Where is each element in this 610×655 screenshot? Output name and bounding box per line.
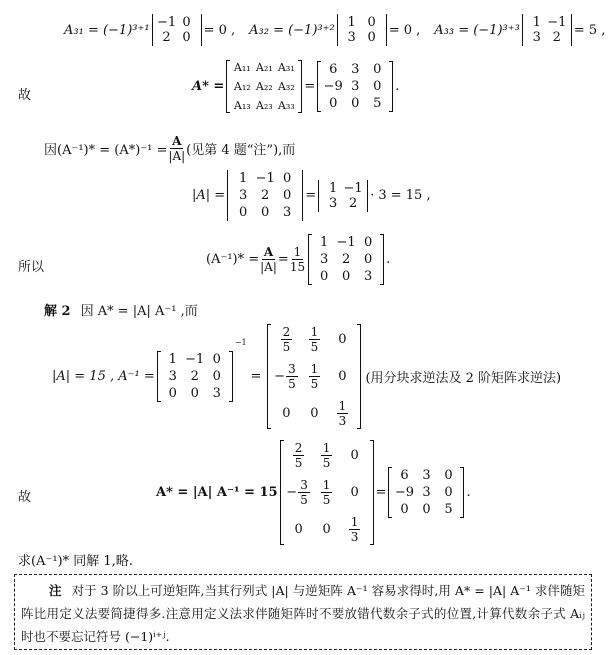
cell: 0: [367, 30, 376, 45]
a32-lhs: A₃₂ = (−1)³⁺²: [249, 22, 335, 38]
cell: 0: [322, 522, 331, 537]
l7-lhs: |A| = 15 , A⁻¹ =: [52, 369, 155, 384]
numerator: 3: [300, 478, 308, 492]
cell: 3: [168, 369, 177, 384]
l7-eq: =: [250, 369, 262, 384]
det-2x2: [318, 180, 368, 212]
cell: 5: [444, 502, 453, 517]
cell: 2: [162, 30, 171, 45]
cell: A₁₁: [233, 61, 251, 74]
cell: 0: [261, 205, 270, 220]
a31-lhs: A₃₁ = (−1)³⁺¹: [64, 22, 150, 38]
adjugate-result-matrix: [317, 61, 393, 112]
cell: −1: [336, 235, 356, 250]
det-a-3x3: [227, 170, 303, 221]
numerator: A: [172, 134, 182, 148]
determinant-line: [192, 170, 431, 221]
det-lhs: |A| =: [192, 188, 226, 203]
cell: 2: [190, 369, 199, 384]
cell: A₁₃: [233, 99, 251, 112]
note-label: 注: [49, 583, 62, 598]
cell: 3: [212, 386, 221, 401]
cell: 0: [350, 485, 359, 500]
cell: −1: [343, 180, 363, 196]
a31-rhs: = 0 ,: [203, 22, 236, 38]
cell: A₂₁: [255, 61, 273, 74]
numerator: 1: [310, 325, 319, 339]
matrix-a: [308, 234, 384, 285]
fraction: [301, 325, 327, 354]
solution-2-heading: [44, 300, 198, 319]
cell: A₃₂: [277, 80, 295, 93]
cell: 0: [239, 205, 248, 220]
neg-fraction: [285, 478, 313, 507]
cell: 3: [283, 205, 292, 220]
denominator: |A|: [168, 149, 186, 163]
fraction: [286, 362, 298, 391]
denominator: 3: [338, 414, 347, 428]
cell: 0: [444, 485, 453, 500]
numerator: 2: [294, 441, 303, 455]
denominator: 15: [289, 260, 306, 274]
cell: 6: [400, 468, 409, 483]
cell: −1: [547, 15, 567, 30]
inverse-matrix: [267, 324, 361, 429]
note-box: [14, 574, 592, 650]
cell: A₂₃: [255, 99, 273, 112]
cell: 2: [261, 188, 270, 203]
solution-reference: 求(A⁻¹)* 同解 1,略.: [18, 554, 133, 569]
cell: 0: [329, 96, 338, 111]
denominator: 5: [294, 456, 303, 470]
det-eq: =: [305, 188, 317, 203]
fraction: [298, 478, 310, 507]
cell: 3: [347, 30, 356, 45]
l8-eq: =: [375, 485, 387, 500]
cell: 2: [348, 195, 358, 211]
cell: 0: [168, 386, 177, 401]
fraction: [301, 362, 327, 391]
cell: 0: [400, 502, 409, 517]
solution-2-text: 因 A* = |A| A⁻¹ ,而: [80, 304, 198, 319]
denominator: 3: [350, 530, 359, 544]
det-a33: [522, 14, 572, 46]
cell: 3: [422, 485, 431, 500]
cell: 3: [319, 252, 329, 267]
numerator: 1: [293, 245, 302, 259]
cell: −1: [255, 171, 275, 186]
inverse-adjoint-line: [44, 134, 295, 163]
cell: 0: [363, 235, 373, 250]
a33-rhs: = 5 ,: [573, 22, 606, 38]
prefix-suoyi: 所以: [18, 260, 45, 275]
cell: 1: [168, 352, 177, 367]
cell: 3: [422, 468, 431, 483]
det-a32: [337, 14, 387, 46]
cell: 0: [422, 502, 431, 517]
l3-text-a: 因(A⁻¹)* = (A*)⁻¹ =: [44, 143, 168, 158]
adj-eq: =: [304, 79, 316, 94]
cell: 2: [341, 252, 351, 267]
adjugate-line: [192, 60, 399, 113]
numerator: 3: [288, 362, 296, 376]
fraction-one-fifteenth: [290, 245, 305, 274]
cell: 0: [212, 369, 221, 384]
numerator: 1: [338, 399, 347, 413]
fraction-a-over-det: [260, 245, 277, 274]
numerator: 1: [322, 478, 331, 492]
adjugate-result-matrix: [388, 467, 464, 518]
cell: 0: [373, 79, 382, 94]
inverse-adj-result-line: [206, 234, 390, 285]
denominator: 5: [322, 493, 331, 507]
cell: 0: [444, 468, 453, 483]
prefix-gu-1: 故: [18, 88, 32, 103]
note-text: 对于 3 阶以上可逆矩阵,当其行列式 |A| 与逆矩阵 A⁻¹ 容易求得时,用 A* = |A| A⁻¹ 求伴随矩阵比用定义法要简捷得多.注意用定义法求伴随矩阵时不要放错代数余子式的位置,计算代数余子式 Aᵢⱼ 时也不要忘记符号 (−1)ⁱ⁺ʲ.: [21, 583, 585, 644]
matrix-a: [157, 351, 233, 402]
cell: A₃₃: [277, 99, 295, 112]
cofactor-matrix: [226, 60, 302, 113]
cell: 0: [338, 369, 347, 384]
a32-rhs: = 0 ,: [388, 22, 421, 38]
cell: A₂₂: [255, 80, 273, 93]
cell: 0: [319, 269, 329, 284]
cell: 0: [373, 62, 382, 77]
cell: A₁₂: [233, 80, 251, 93]
l3-text-b: (见第 4 题“注”),而: [186, 143, 296, 158]
denominator: 5: [310, 377, 319, 391]
cell: 1: [239, 171, 248, 186]
denominator: 5: [300, 493, 308, 507]
cell: −9: [394, 485, 415, 500]
cell: 1: [347, 15, 356, 30]
denominator: 5: [288, 377, 296, 391]
cofactor-line: [64, 14, 605, 46]
cell: 0: [182, 30, 191, 45]
numerator: 1: [322, 441, 331, 455]
cell: 0: [310, 406, 319, 421]
cell: 3: [239, 188, 248, 203]
l5-eq: =: [277, 252, 289, 267]
l8-lhs: A* = |A| A⁻¹ = 15: [156, 485, 278, 500]
cell: A₃₁: [277, 61, 295, 74]
cell: 1: [532, 15, 541, 30]
cell: 0: [212, 352, 221, 367]
cell: 3: [363, 269, 373, 284]
fraction-a-over-det: [168, 134, 185, 163]
adj-lhs: A* =: [192, 79, 225, 94]
cell: 0: [294, 522, 303, 537]
fraction: [342, 515, 368, 544]
inverse-exponent: −1: [234, 338, 247, 347]
cell: 0: [338, 332, 347, 347]
neg-fraction: [272, 362, 300, 391]
cell: 0: [341, 269, 351, 284]
inverse-line: [52, 324, 561, 429]
numerator: 1: [350, 515, 359, 529]
prefix-gu-2: 故: [18, 490, 32, 505]
cell: 0: [363, 252, 373, 267]
cell: 0: [190, 386, 199, 401]
numerator: A: [263, 245, 274, 259]
fraction: [329, 399, 355, 428]
cell: 6: [329, 62, 338, 77]
inverse-matrix: [280, 440, 374, 545]
numerator: 2: [282, 325, 291, 339]
cell: 3: [328, 195, 338, 211]
denominator: 5: [282, 340, 291, 354]
solution-2-label: 解 2: [44, 304, 71, 319]
cell: −1: [185, 352, 205, 367]
denominator: 5: [310, 340, 319, 354]
l7-comment: (用分块求逆法及 2 阶矩阵求逆法): [365, 371, 562, 386]
cell: −1: [156, 15, 177, 30]
cell: 0: [350, 448, 359, 463]
adj-end: .: [395, 79, 400, 94]
cell: 0: [283, 171, 292, 186]
minus-sign: −: [286, 485, 298, 500]
l5-end: .: [386, 252, 391, 267]
minus-sign: −: [274, 369, 286, 384]
cell: 1: [328, 180, 338, 196]
fraction: [314, 478, 340, 507]
det-tail: · 3 = 15 ,: [370, 188, 431, 203]
fraction: [273, 325, 299, 354]
cell: 3: [532, 30, 541, 45]
cell: 0: [282, 406, 291, 421]
cell: 1: [319, 235, 329, 250]
det-a31: [152, 14, 202, 46]
cell: 0: [182, 15, 191, 30]
cell: −9: [323, 79, 343, 94]
cell: 2: [552, 30, 561, 45]
cell: 5: [373, 96, 382, 111]
a33-lhs: A₃₃ = (−1)³⁺³: [434, 22, 520, 38]
l5-lhs: (A⁻¹)* =: [206, 252, 260, 267]
fraction: [314, 441, 340, 470]
l8-end: .: [466, 485, 471, 500]
fraction: [286, 441, 312, 470]
numerator: 1: [310, 362, 319, 376]
cell: 0: [351, 96, 360, 111]
cell: 0: [283, 188, 292, 203]
adjugate-via-inverse-line: [156, 440, 471, 545]
denominator: |A|: [260, 260, 277, 274]
cell: 3: [351, 62, 360, 77]
cell: 0: [367, 15, 376, 30]
denominator: 5: [322, 456, 331, 470]
cell: 3: [351, 79, 360, 94]
